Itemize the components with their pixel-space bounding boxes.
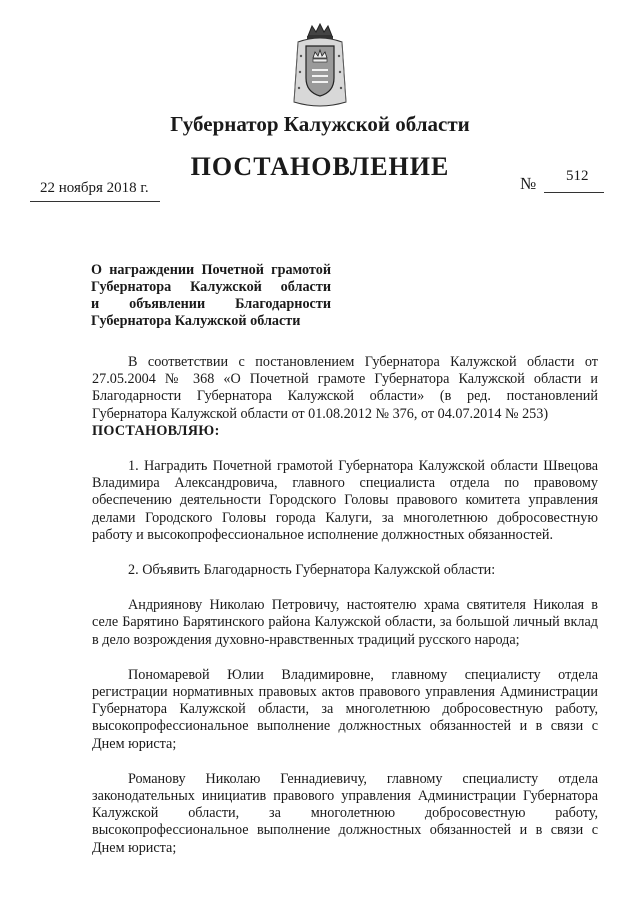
document-body xyxy=(92,354,598,857)
subject-line: Губернатора Калужской области xyxy=(91,313,301,329)
document-date: 22 ноября 2018 г. xyxy=(40,180,149,196)
item-2-paragraph: 2. Объявить Благодарность Губернатора Калужской области: xyxy=(128,562,496,579)
document-subject xyxy=(91,262,331,330)
governor-heading: Губернатор Калужской области xyxy=(170,112,470,136)
coat-of-arms-kaluga-icon xyxy=(290,22,350,110)
preamble-paragraph: В соответствии с постановлением Губернатора Калужской области от 27.05.2004 № 368 «О Почетной грамоте Губернатора Калужской области и Благодарности Губернатора Калужской области» (в ред. постановлений Губернатора Калужской области от 01.08.2012 № 376, от 04.07.2014 № 253) xyxy=(92,354,598,422)
decree-word: ПОСТАНОВЛЯЮ: xyxy=(92,422,220,439)
awardee-paragraph: Пономаревой Юлии Владимировне, главному специалисту отдела регистрации нормативных правовых актов правового управления Администрации Губернатора Калужской области, за многолетнюю добросовестную работу, высокопрофессиональное выполнение должностных обязанностей и в связи с Днем юриста; xyxy=(92,666,598,752)
document-number: 512 xyxy=(566,168,589,184)
subject-line: О награждении Почетной грамотой xyxy=(91,262,331,278)
document-type-title: ПОСТАНОВЛЕНИЕ xyxy=(190,152,450,181)
item-1-paragraph: 1. Наградить Почетной грамотой Губернатора Калужской области Швецова Владимира Александровича, главного специалиста отдела по правовому обеспечению деятельности Городского Головы правового комитета управления делами Городского Головы города Калуги, за многолетнюю добросовестную работу и высокопрофессиональное исполнение должностных обязанностей. xyxy=(92,458,598,543)
subject-line: и объявлении Благодарности xyxy=(91,296,331,312)
number-sign: № xyxy=(520,174,537,193)
date-underline xyxy=(30,201,160,202)
awardee-paragraph: Романову Николаю Геннадиевичу, главному специалисту отдела законодательных инициатив правового управления Администрации Губернатора Калужской области, за многолетнюю добросовестную работу, высокопрофессиональное выполнение должностных обязанностей и в связи с Днем юриста; xyxy=(92,770,598,856)
number-underline xyxy=(544,192,604,193)
awardee-paragraph: Андриянову Николаю Петровичу, настоятелю храма святителя Николая в селе Барятино Барятинского района Калужской области, за большой личный вклад в дело возрождения духовно-нравственных традиций русского народа; xyxy=(92,597,598,648)
subject-line: Губернатора Калужской области xyxy=(91,279,331,295)
